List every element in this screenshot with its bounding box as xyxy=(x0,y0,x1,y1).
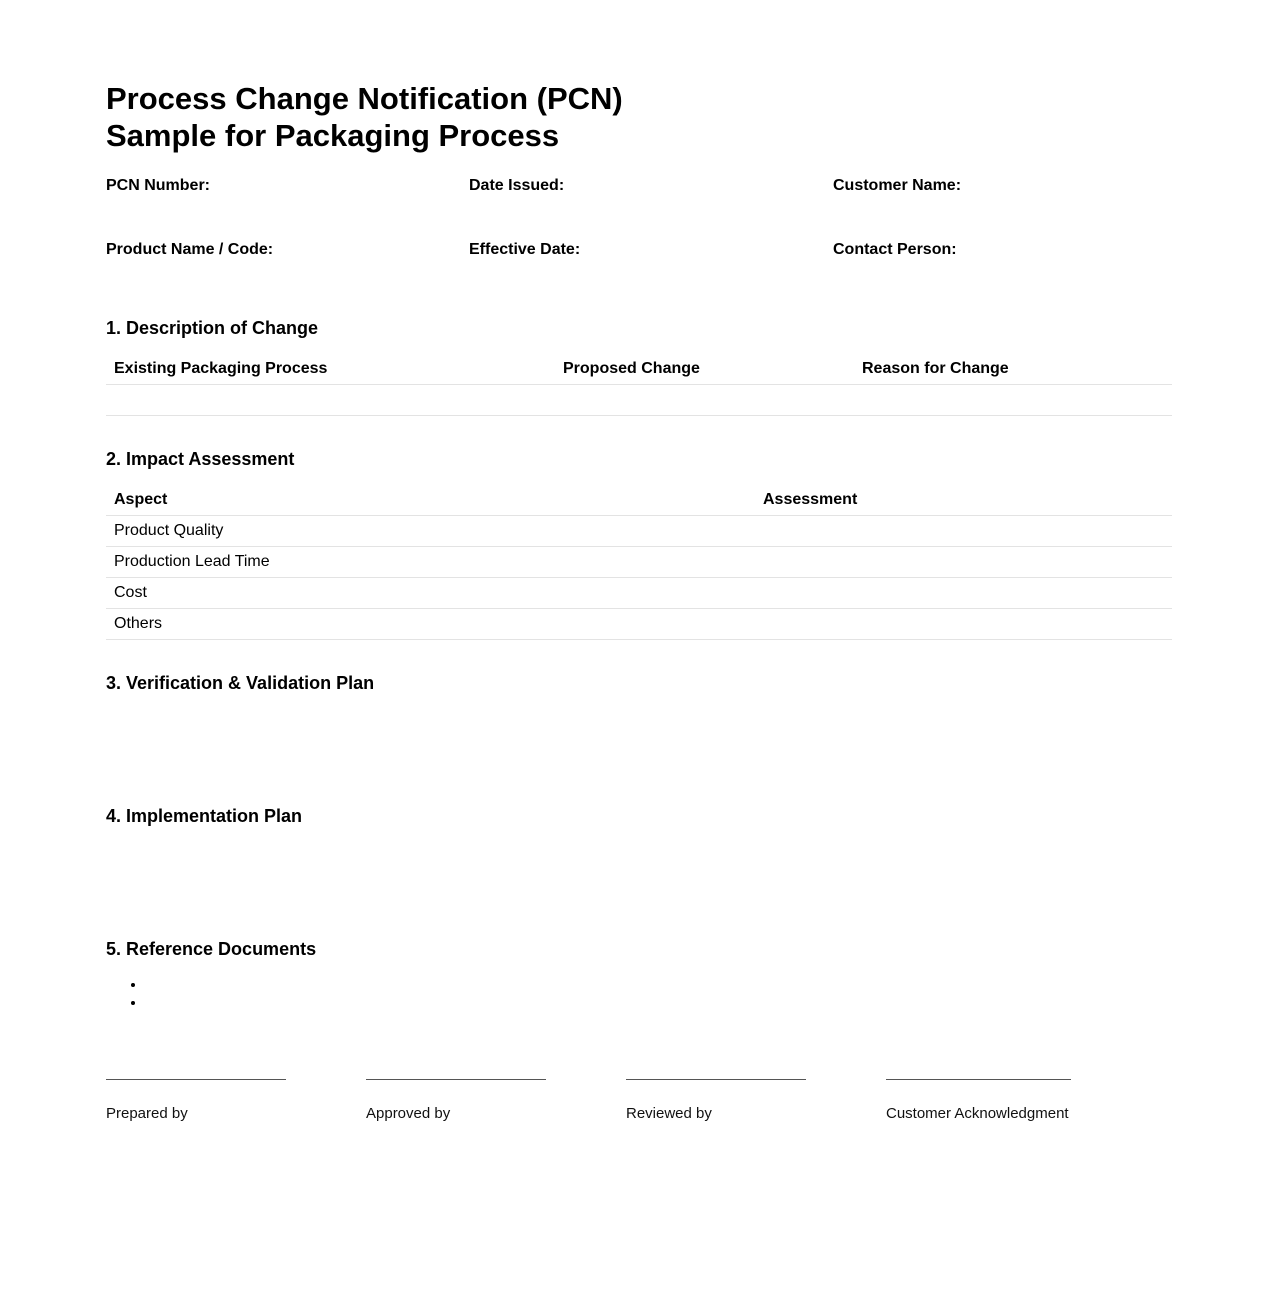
product-name-code-label: Product Name / Code: xyxy=(106,241,274,258)
header-proposed-change: Proposed Change xyxy=(555,354,854,385)
aspect-cell: Production Lead Time xyxy=(106,547,755,578)
customer-acknowledgment-label: Customer Acknowledgment xyxy=(886,1105,1069,1122)
aspect-cell: Cost xyxy=(106,578,755,609)
header-reason-for-change: Reason for Change xyxy=(854,354,1172,385)
impact-header-row xyxy=(106,485,1172,516)
section-verification-title: 3. Verification & Validation Plan xyxy=(106,673,375,693)
description-table xyxy=(106,354,1172,416)
aspect-cell: Product Quality xyxy=(106,516,755,547)
signature-line-prepared xyxy=(106,1079,286,1080)
reviewed-by-label: Reviewed by xyxy=(626,1105,712,1122)
approved-by-label: Approved by xyxy=(366,1105,451,1122)
cell-reason-for-change[interactable] xyxy=(854,385,1172,416)
document-title xyxy=(106,80,1172,154)
header-assessment: Assessment xyxy=(755,485,1172,516)
impact-table xyxy=(106,485,1172,640)
prepared-by-label: Prepared by xyxy=(106,1105,188,1122)
contact-person-label: Contact Person: xyxy=(833,241,957,258)
date-issued-label: Date Issued: xyxy=(469,177,565,194)
effective-date-label: Effective Date: xyxy=(469,241,581,258)
title-line-1: Process Change Notification (PCN) xyxy=(106,81,623,116)
cell-existing-process[interactable] xyxy=(106,385,555,416)
header-existing-process: Existing Packaging Process xyxy=(106,354,555,385)
signature-line-customer xyxy=(886,1079,1071,1080)
header-aspect: Aspect xyxy=(106,485,755,516)
header-info-grid xyxy=(106,176,1172,266)
signature-line-reviewed xyxy=(626,1079,806,1080)
title-line-2: Sample for Packaging Process xyxy=(106,118,560,153)
section-references-title: 5. Reference Documents xyxy=(106,939,317,959)
section-implementation-title: 4. Implementation Plan xyxy=(106,806,303,826)
table-row xyxy=(106,578,1172,609)
table-row xyxy=(106,547,1172,578)
signature-line-approved xyxy=(366,1079,546,1080)
assessment-cell[interactable] xyxy=(755,609,1172,640)
aspect-cell: Others xyxy=(106,609,755,640)
pcn-number-label: PCN Number: xyxy=(106,177,211,194)
assessment-cell[interactable] xyxy=(755,516,1172,547)
cell-proposed-change[interactable] xyxy=(555,385,854,416)
description-header-row xyxy=(106,354,1172,385)
table-row xyxy=(106,609,1172,640)
reference-documents-list xyxy=(106,976,146,1012)
document-page xyxy=(106,80,1172,1122)
section-impact-title: 2. Impact Assessment xyxy=(106,449,295,469)
section-description-title: 1. Description of Change xyxy=(106,318,319,338)
assessment-cell[interactable] xyxy=(755,547,1172,578)
assessment-cell[interactable] xyxy=(755,578,1172,609)
table-row xyxy=(106,385,1172,416)
customer-name-label: Customer Name: xyxy=(833,177,962,194)
table-row xyxy=(106,516,1172,547)
